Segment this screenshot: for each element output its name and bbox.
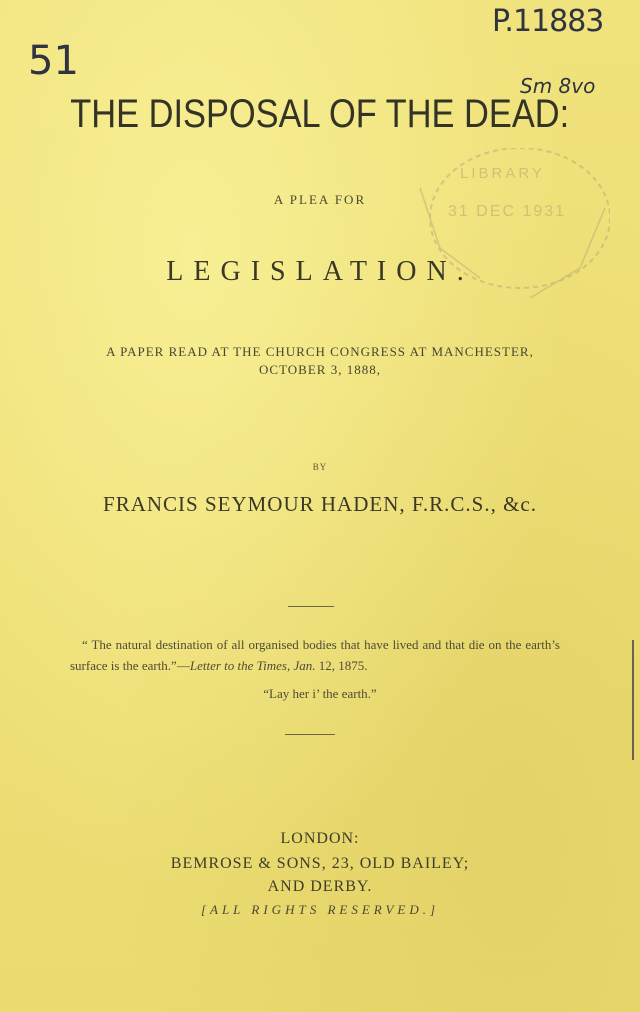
epigraph-text [70, 634, 560, 676]
rights-reserved: [ALL RIGHTS RESERVED.] [200, 902, 440, 917]
divider-rule [285, 734, 335, 735]
imprint-derby: AND DERBY. [267, 878, 373, 895]
imprint-publisher: BEMROSE & SONS, 23, OLD BAILEY; [170, 855, 470, 872]
epigraph-quote [70, 634, 560, 676]
epigraph-source: Letter to the Times, Jan. [189, 658, 316, 673]
shelfmark-annotation: P.11883 [492, 4, 604, 39]
author-name: FRANCIS SEYMOUR HADEN, F.R.C.S., &c. [103, 492, 537, 516]
paper-read-line: A PAPER READ AT THE CHURCH CONGRESS AT MANCHESTER, [106, 344, 534, 359]
subtitle-plea: A PLEA FOR [273, 192, 367, 207]
page-edge-mark [632, 640, 634, 760]
divider-rule [288, 606, 334, 607]
epigraph-quote-text: “ The natural destination of all organised bodies that have lived and that die on the earth’s surface is the earth.”— [70, 637, 560, 673]
margin-number-annotation: 51 [28, 38, 79, 84]
book-title: THE DISPOSAL OF THE DEAD: [70, 92, 570, 136]
congress-date: OCTOBER 3, 1888, [259, 362, 381, 377]
epigraph-second-quote: “Lay her i’ the earth.” [263, 686, 377, 701]
stamp-library-text: LIBRARY [460, 165, 545, 182]
stamp-date-text: 31 DEC 1931 [448, 203, 567, 220]
imprint-city: LONDON: [280, 830, 360, 847]
size-note-annotation: Sm 8vo [520, 74, 596, 98]
subtitle-legislation: LEGISLATION. [166, 256, 474, 287]
by-line: BY [312, 462, 328, 472]
epigraph-source-date: 12, 1875. [315, 658, 368, 673]
